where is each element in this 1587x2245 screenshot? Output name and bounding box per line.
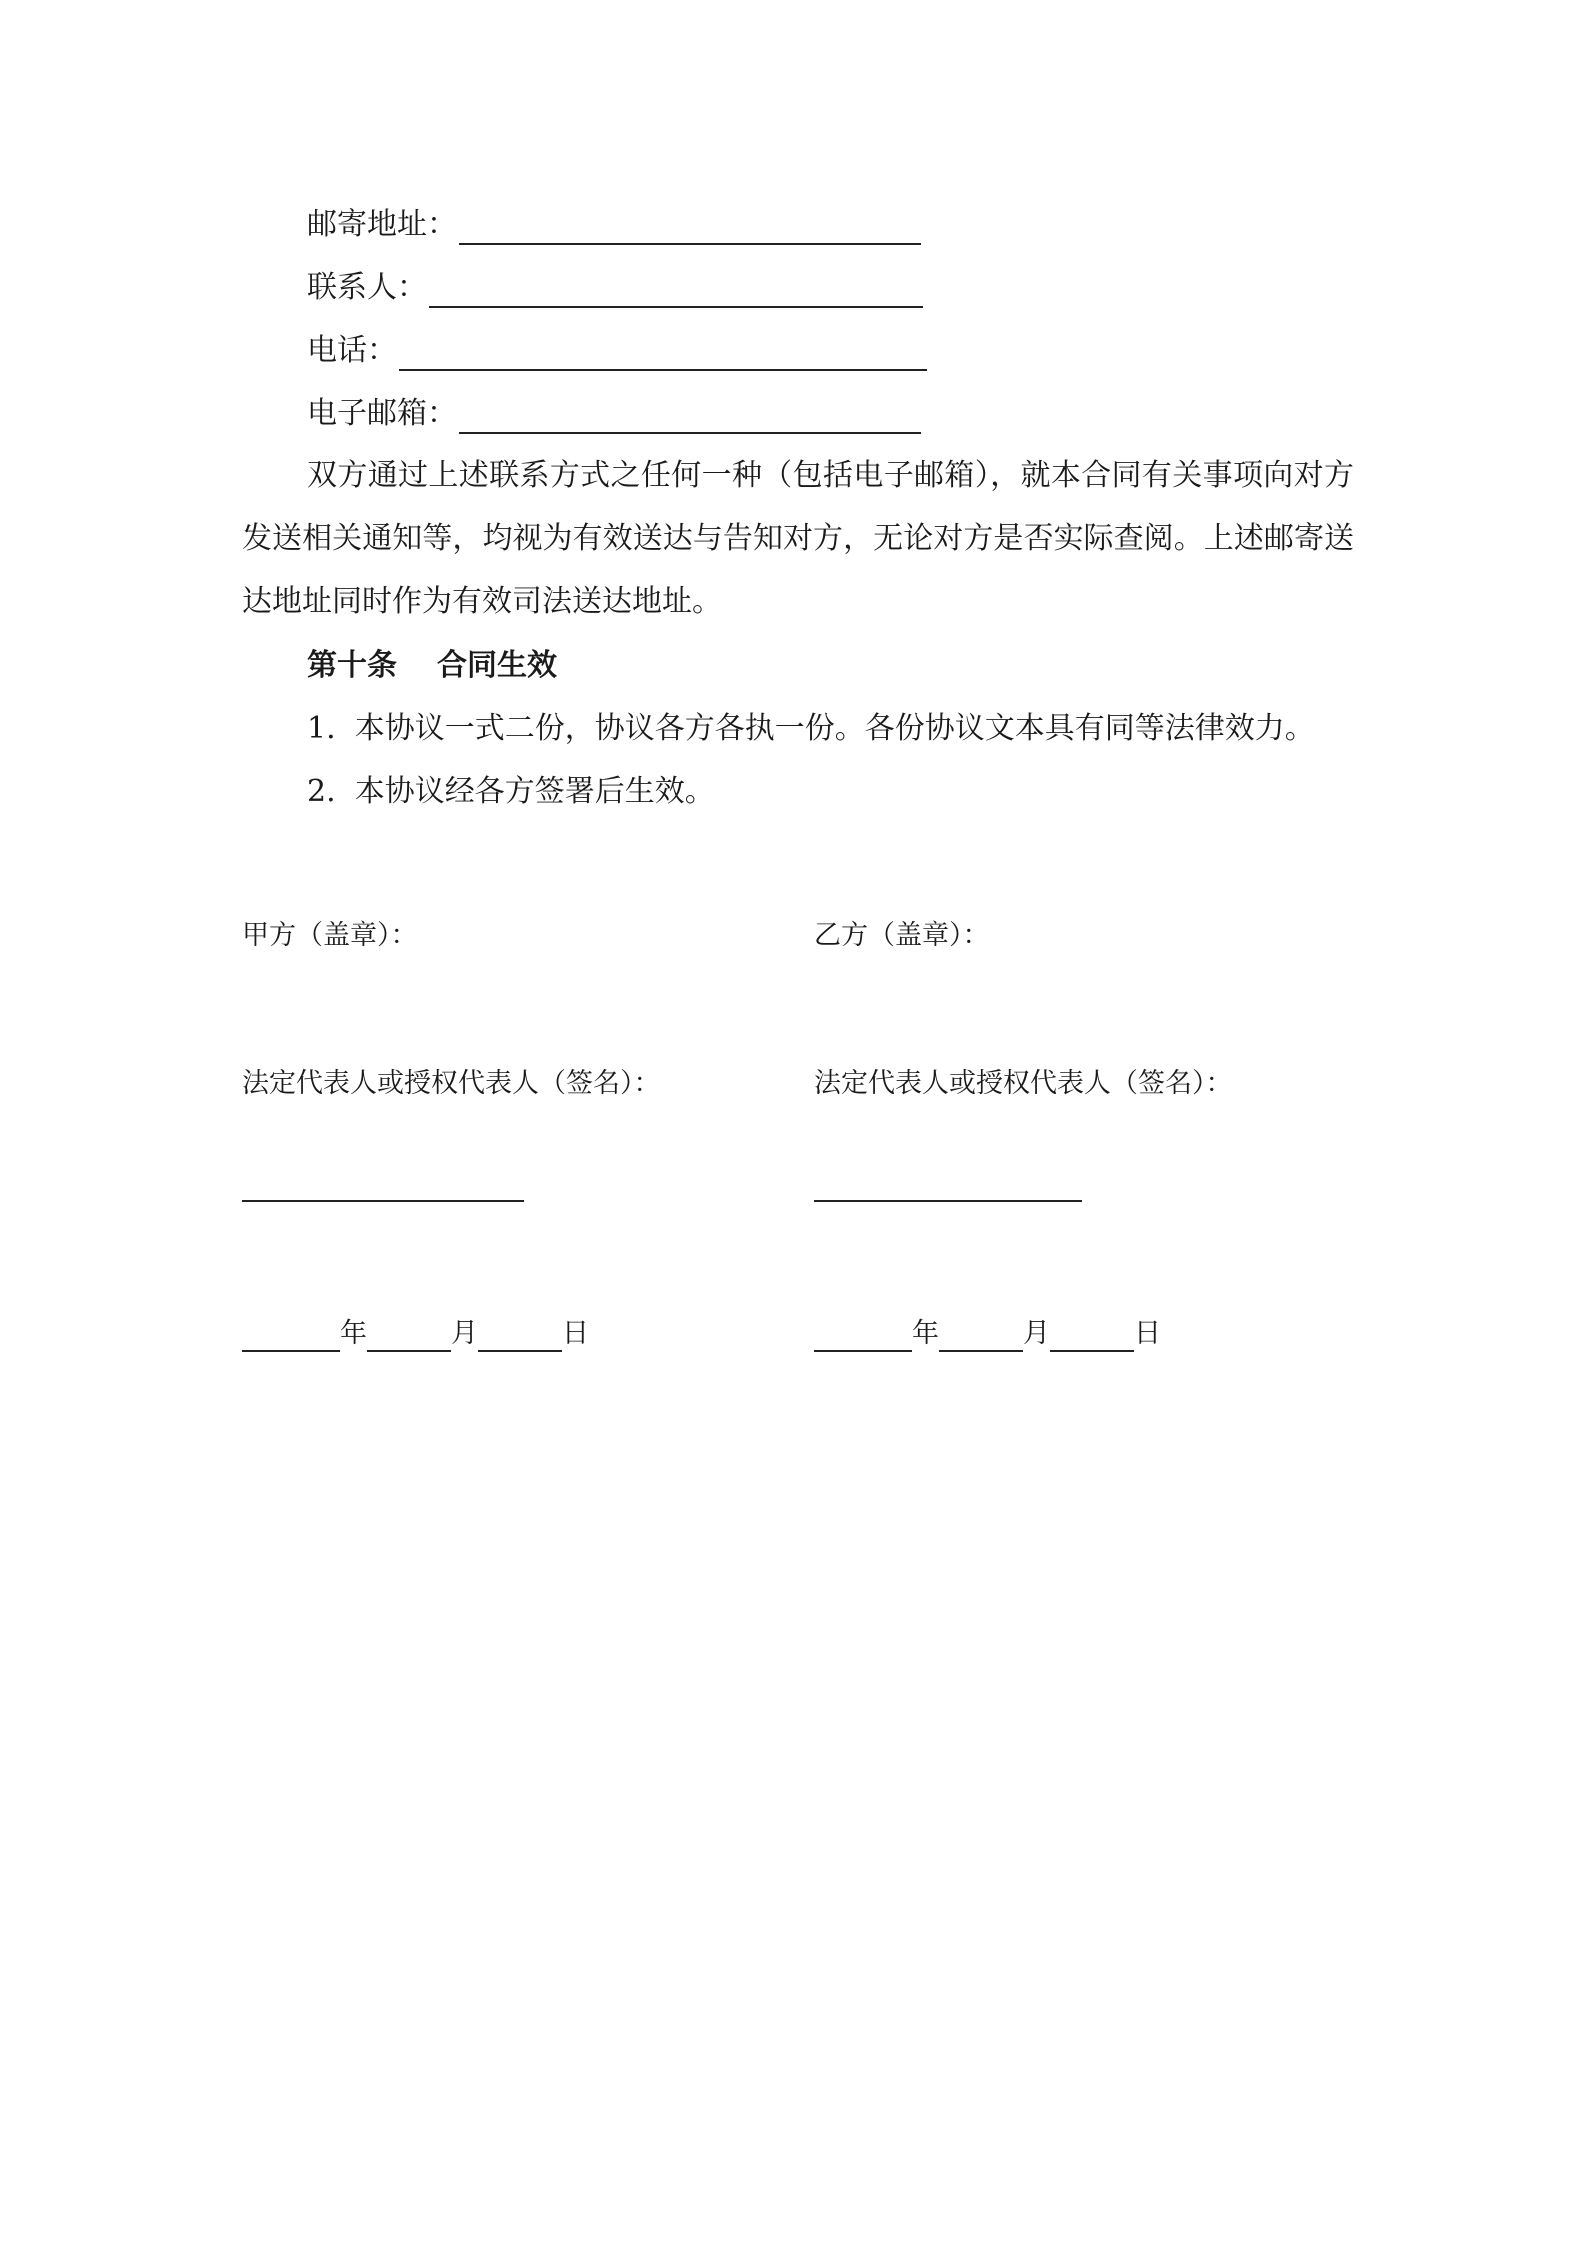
party-b-rep-label: 法定代表人或授权代表人（签名）： [814, 1068, 1233, 1099]
party-a-year-label: 年 [340, 1318, 367, 1349]
party-b-year-label: 年 [912, 1318, 939, 1349]
phone-blank [399, 339, 927, 371]
mail-address-field [307, 205, 921, 245]
party-a-month-blank [367, 1324, 451, 1352]
mail-address-blank [459, 213, 921, 245]
party-b-month-blank [939, 1324, 1023, 1352]
party-a-year-blank [242, 1324, 340, 1352]
party-b-seal-label: 乙方（盖章）： [814, 920, 990, 951]
notice-paragraph: 双方通过上述联系方式之任何一种（包括电子邮箱），就本合同有关事项向对方发送相关通知等，均视为有效送达与告知对方，无论对方是否实际查阅。上述邮寄送达地址同时作为有效司法送达地址。 [242, 458, 1354, 619]
party-a-signature-line [242, 1200, 524, 1202]
party-b-year-blank [814, 1324, 912, 1352]
article-10-title: 合同生效 [437, 648, 557, 683]
mail-address-label: 邮寄地址： [307, 207, 457, 242]
article-10-heading [307, 646, 557, 686]
party-b-signature-line [814, 1200, 1082, 1202]
contact-person-blank [429, 276, 923, 308]
email-field [307, 394, 921, 434]
email-label: 电子邮箱： [307, 396, 457, 431]
party-a-day-label: 日 [562, 1318, 589, 1349]
party-a-date [242, 1316, 589, 1352]
party-a-month-label: 月 [451, 1318, 478, 1349]
party-b-month-label: 月 [1023, 1318, 1050, 1349]
contact-person-field [307, 268, 923, 308]
email-blank [459, 402, 921, 434]
party-a-rep-label: 法定代表人或授权代表人（签名）： [242, 1068, 661, 1099]
party-a-seal-label: 甲方（盖章）： [242, 920, 418, 951]
party-b-day-label: 日 [1134, 1318, 1161, 1349]
party-a-day-blank [478, 1324, 562, 1352]
phone-label: 电话： [307, 333, 397, 368]
party-b-day-blank [1050, 1324, 1134, 1352]
article-10-number: 第十条 [307, 648, 397, 683]
article-10-item-2: 2. 本协议经各方签署后生效。 [307, 774, 715, 809]
phone-field [307, 331, 927, 371]
article-10-item-1: 1. 本协议一式二份，协议各方各执一份。各份协议文本具有同等法律效力。 [307, 711, 1315, 746]
contact-person-label: 联系人： [307, 270, 427, 305]
party-b-date [814, 1316, 1161, 1352]
